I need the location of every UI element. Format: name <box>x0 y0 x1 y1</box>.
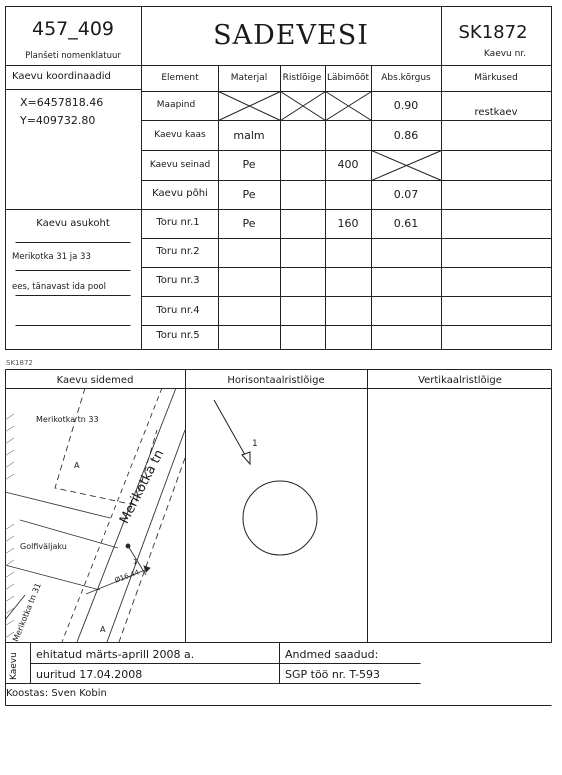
section-heading-sidemed: Kaevu sidemed <box>56 375 134 386</box>
pipe-1-line <box>214 400 249 462</box>
data-source: SGP töö nr. T-593 <box>285 668 381 681</box>
table-row-element: Toru nr.5 <box>156 330 200 341</box>
table-row-elevation: 0.90 <box>393 99 419 112</box>
coordinates-label: Kaevu koordinaadid <box>12 71 111 82</box>
table-row-element: Toru nr.1 <box>156 217 200 228</box>
data-source-label: Andmed saadud: <box>285 648 379 661</box>
map-label-road-letter: A <box>100 625 106 634</box>
table-row-element: Kaevu seinad <box>149 160 211 170</box>
location-label: Kaevu asukoht <box>36 218 110 229</box>
table-row-material: malm <box>233 129 265 142</box>
coordinate-y: Y=409732.80 <box>20 114 96 127</box>
map-label-parcel: Merikotka tn 33 <box>36 415 99 424</box>
col-notes: Märkused <box>474 73 518 83</box>
well-number: SK1872 <box>458 22 528 43</box>
location-line-1: Merikotka 31 ja 33 <box>12 252 91 262</box>
table-row-element: Toru nr.3 <box>156 275 200 286</box>
table-row-element: Toru nr.2 <box>156 246 200 257</box>
map-label-street: Merikotka tn <box>117 447 168 527</box>
table-row-material: Pe <box>242 217 256 230</box>
sheet-label: Planšeti nomenklatuur <box>25 51 121 61</box>
table-row-element: Kaevu kaas <box>154 130 206 140</box>
col-cross-section: Ristlõige <box>282 73 322 83</box>
map-label-parcel-letter: A <box>74 461 80 470</box>
side-label: Kaevu <box>9 652 19 680</box>
col-element: Element <box>161 73 199 83</box>
table-row-diameter: 400 <box>337 158 359 171</box>
table-row-material: Pe <box>242 158 256 171</box>
sheet-number: 457_409 <box>31 18 115 40</box>
table-row-material: Pe <box>242 188 256 201</box>
pipe-1-number: 1 <box>252 439 258 449</box>
horizontal-section <box>214 400 317 555</box>
document-title: SADEVESI <box>213 20 369 51</box>
map-label-street-side: Merikotka tn 31 <box>11 581 43 643</box>
col-material: Materjal <box>230 73 268 83</box>
manhole-circle <box>243 481 317 555</box>
table-row-element: Kaevu põhi <box>152 188 208 199</box>
table-row-elevation: 0.07 <box>393 188 419 201</box>
table-row-element: Toru nr.4 <box>156 305 200 316</box>
table-row-element: Maapind <box>156 100 196 110</box>
coordinate-x: X=6457818.46 <box>20 96 104 109</box>
table-row-notes: restkaev <box>474 107 518 118</box>
map-label-pipe-tag: 1 <box>133 558 138 566</box>
col-diameter: Läbimõõt <box>326 73 370 83</box>
sheet-ref: SK1872 <box>6 359 33 367</box>
table-row-diameter: 160 <box>337 217 359 230</box>
built-date: ehitatud märts-aprill 2008 a. <box>36 648 195 661</box>
map-label-golf: Golfiväljaku <box>20 542 67 551</box>
section-heading-horizontal: Horisontaalristlõige <box>227 375 325 386</box>
map-label-pipe-dimension: Ø16.44 <box>113 568 141 585</box>
compiled-by: Koostas: Sven Kobin <box>6 688 107 699</box>
well-number-label: Kaevu nr. <box>483 49 527 59</box>
survey-date: uuritud 17.04.2008 <box>36 668 143 681</box>
col-elevation: Abs.kõrgus <box>381 73 431 83</box>
table-row-elevation: 0.61 <box>393 217 419 230</box>
table-row-elevation: 0.86 <box>393 129 419 142</box>
location-line-2: ees, tänavast ida pool <box>12 282 106 292</box>
section-heading-vertical: Vertikaalristlõige <box>418 375 502 386</box>
